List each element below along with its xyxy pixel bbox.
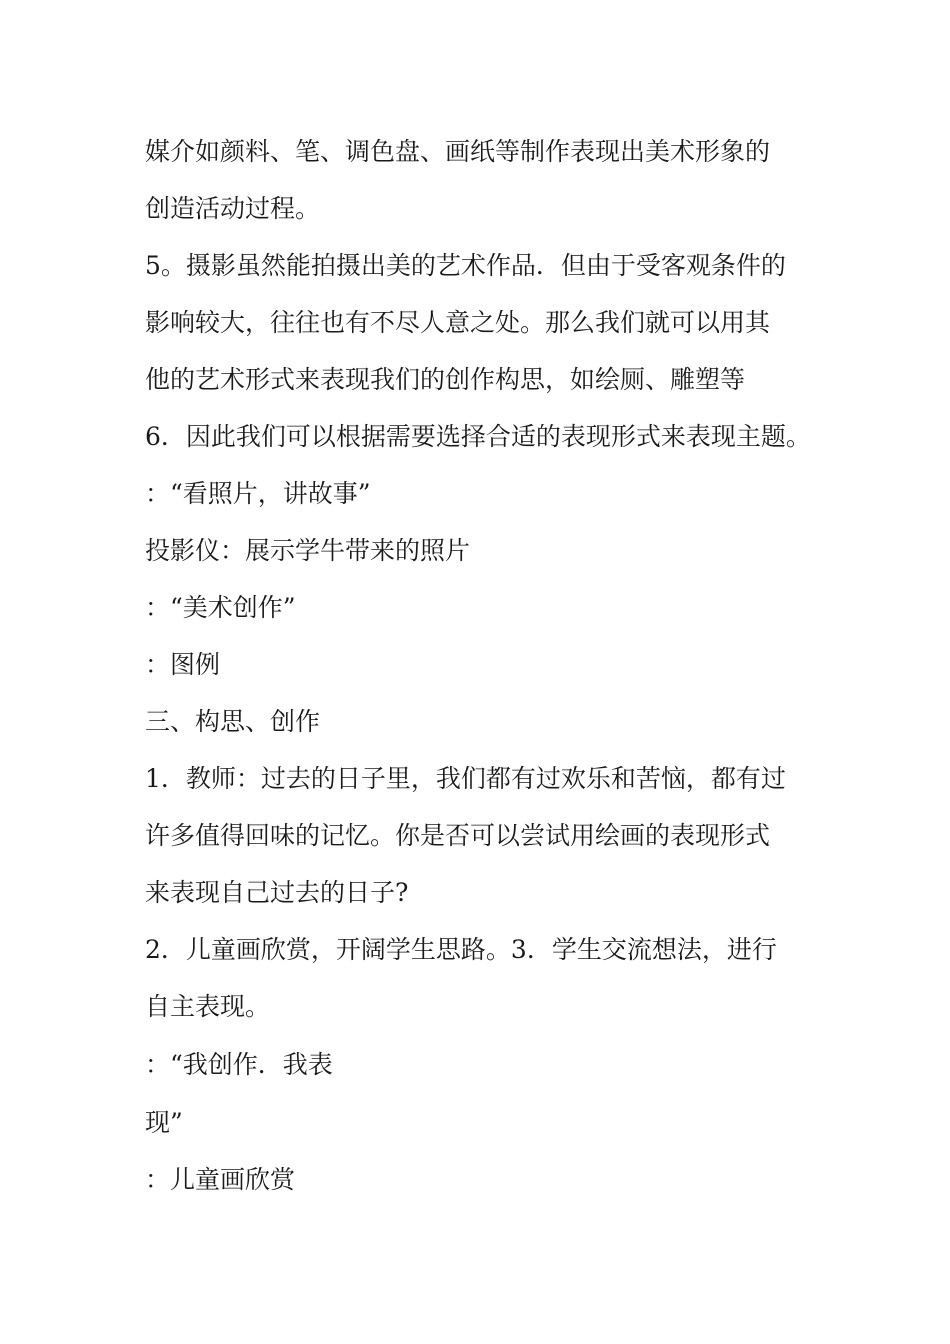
text-line-14: 来表现自己过去的日子?: [145, 878, 409, 907]
text-line-18: 现”: [145, 1108, 183, 1137]
text-line-1: 媒介如颜料、笔、调色盘、画纸等制作表现出美术形象的: [145, 137, 771, 166]
text-line-9: ：“美术创作”: [145, 593, 296, 622]
text-line-7: ：“看照片，讲故事”: [145, 479, 371, 508]
text-line-10: ：图例: [145, 650, 221, 679]
text-line-12: 1．教师：过去的日子里，我们都有过欢乐和苦恼，都有过: [145, 764, 786, 793]
text-line-5: 他的艺术形式来表现我们的创作构思，如绘厕、雕塑等: [145, 365, 746, 394]
text-line-17: ：“我创作．我表: [145, 1050, 333, 1079]
text-line-19: ：儿童画欣赏: [145, 1165, 296, 1194]
text-line-3: 5。摄影虽然能拍摄出美的艺术作品．但由于受客观条件的: [145, 251, 786, 280]
text-line-6: 6．因此我们可以根据需要选择合适的表现形式来表现主题。: [145, 422, 811, 451]
text-line-16: 自主表现。: [145, 992, 271, 1021]
text-line-4: 影响较大，往往也有不尽人意之处。那么我们就可以用其: [145, 308, 771, 337]
section-heading: 三、构思、创作: [145, 707, 321, 736]
text-line-13: 许多值得回味的记忆。你是否可以尝试用绘画的表现形式: [145, 821, 771, 850]
text-line-15: 2．儿童画欣赏，开阔学生思路。3．学生交流想法，进行: [145, 935, 777, 964]
text-line-2: 创造活动过程。: [145, 194, 321, 223]
text-line-8: 投影仪：展示学牛带来的照片: [145, 536, 471, 565]
